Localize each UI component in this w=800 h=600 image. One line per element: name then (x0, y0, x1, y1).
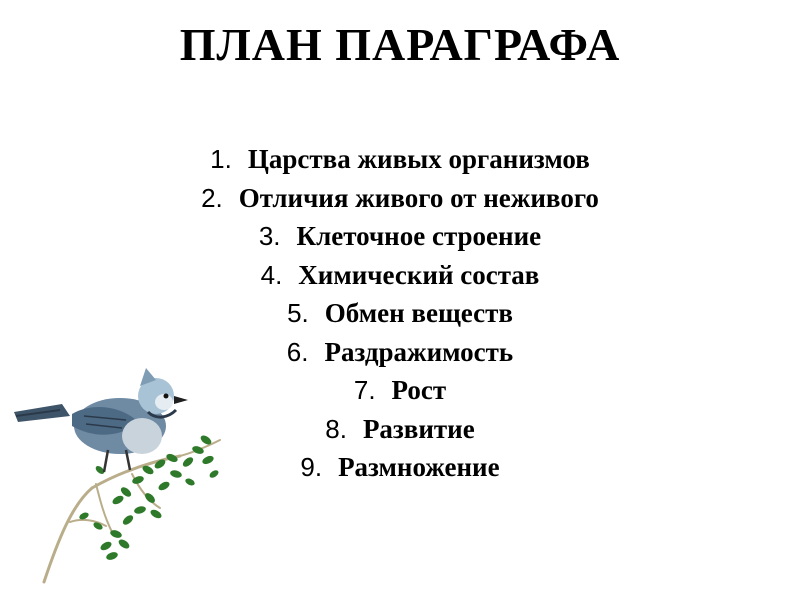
slide-title: ПЛАН ПАРАГРАФА (179, 19, 621, 70)
list-item-text: Царства живых организмов (247, 144, 590, 174)
list-item (0, 140, 800, 179)
list-item-text: Развитие (362, 413, 475, 444)
list-item-text: Отличия живого от неживого (238, 182, 599, 213)
list-item-number: 9. (300, 452, 323, 482)
list-item (0, 294, 800, 333)
list-item-number: 2. (201, 182, 223, 213)
list-item-text: Химический состав (298, 259, 540, 290)
list-item-text: Размножение (338, 452, 500, 482)
list-item-number: 8. (325, 413, 347, 444)
list-item-number: 1. (210, 144, 232, 174)
list-item-text: Обмен веществ (324, 298, 513, 328)
list-item-number: 5. (287, 298, 309, 328)
list-item-number: 3. (258, 221, 281, 251)
list-item-text: Раздражимость (324, 336, 514, 367)
branch (44, 440, 220, 582)
list-item (0, 179, 800, 218)
list-item-text: Рост (391, 375, 447, 405)
bird-on-branch-icon (0, 350, 240, 590)
list-item-number: 4. (260, 259, 283, 290)
list-item (0, 256, 800, 295)
list-item-number: 7. (353, 375, 376, 405)
list-item-number: 6. (286, 336, 309, 367)
list-item (0, 217, 800, 256)
list-item-text: Клеточное строение (296, 221, 542, 251)
bird (14, 368, 188, 472)
